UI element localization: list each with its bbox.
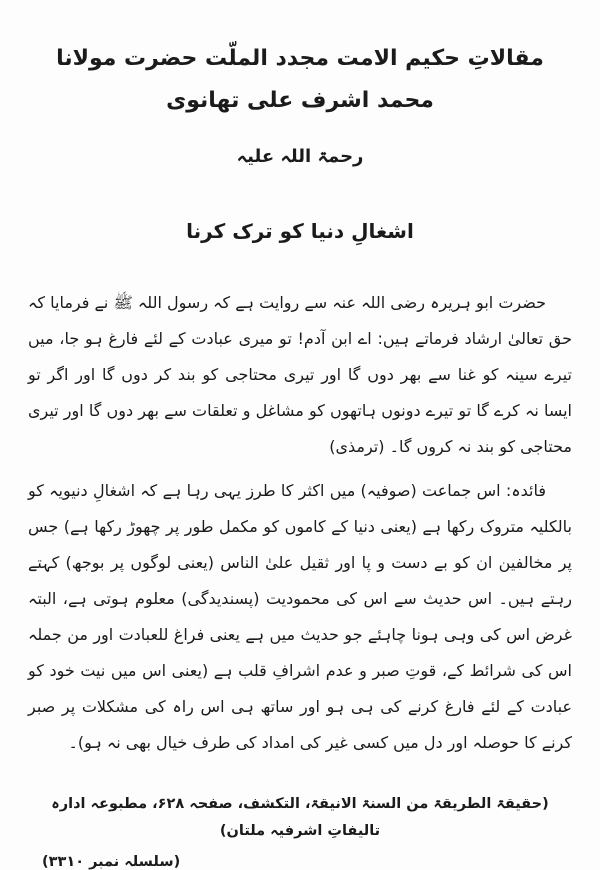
serial-number: (سلسلہ نمبر ۳۳۱۰) <box>42 853 181 870</box>
source-citation: (حقیقۃ الطریقۃ من السنۃ الانیقۃ، التکشف، صفحہ ۶۲۸، مطبوعہ ادارہ تالیفاتِ اشرفیہ ملتان) <box>51 795 549 840</box>
commentary-paragraph: فائدہ: اس جماعت (صوفیہ) میں اکثر کا طرز یہی رہا ہے کہ اشغالِ دنیویہ کو بالکلیہ متروک رکھا ہے (یعنی دنیا کے کاموں کو مکمل طور پر چھوڑ رکھا ہے) جس پر مخالفین ان کو بے دست و پا اور ثقیل علیٰ الناس (یعنی لوگوں پر بوجھ) کہتے رہتے ہیں۔ اس حدیث سے اس کی محمودیت (پسندیدگی) معلوم ہوتی ہے، البتہ غرض اس کی وہی ہونا چاہئے جو حدیث میں ہے یعنی فراغ للعبادت اور من جملہ اس کی شرائط کے، قوتِ صبر و عدم اشرافِ قلب ہے (یعنی اس میں نیت خود کو عبادت کے لئے فارغ کرنے کی ہی ہو اور ساتھ ہی اس راہ کی مشکلات پر صبر کرنے کا حوصلہ اور دل میں کسی غیر کی امداد کی طرف خیال بھی نہ ہو)۔ <box>28 480 572 752</box>
book-title: مقالاتِ حکیم الامت مجدد الملّت حضرت مولانا محمد اشرف علی تھانوی <box>56 46 544 113</box>
section-heading: اشغالِ دنیا کو ترک کرنا <box>186 218 414 243</box>
hadith-paragraph: حضرت ابو ہریرہ رضی اللہ عنہ سے روایت ہے کہ رسول اللہ ﷺ نے فرمایا کہ حق تعالیٰ ارشاد فرماتے ہیں: اے ابن آدم! تو میری عبادت کے لئے فارغ ہو جا، میں تیرے سینہ کو غنا سے بھر دوں گا اور تیری محتاجی کو بند کر دوں گا اور اگر تو ایسا نہ کرے گا تو تیرے دونوں ہاتھوں کو مشاغل و تعلقات سے بھر دوں گا اور تیری محتاجی کو بند نہ کروں گا۔ (ترمذی) <box>28 292 572 456</box>
honorific-line: رحمۃ اللہ علیہ <box>236 145 364 167</box>
